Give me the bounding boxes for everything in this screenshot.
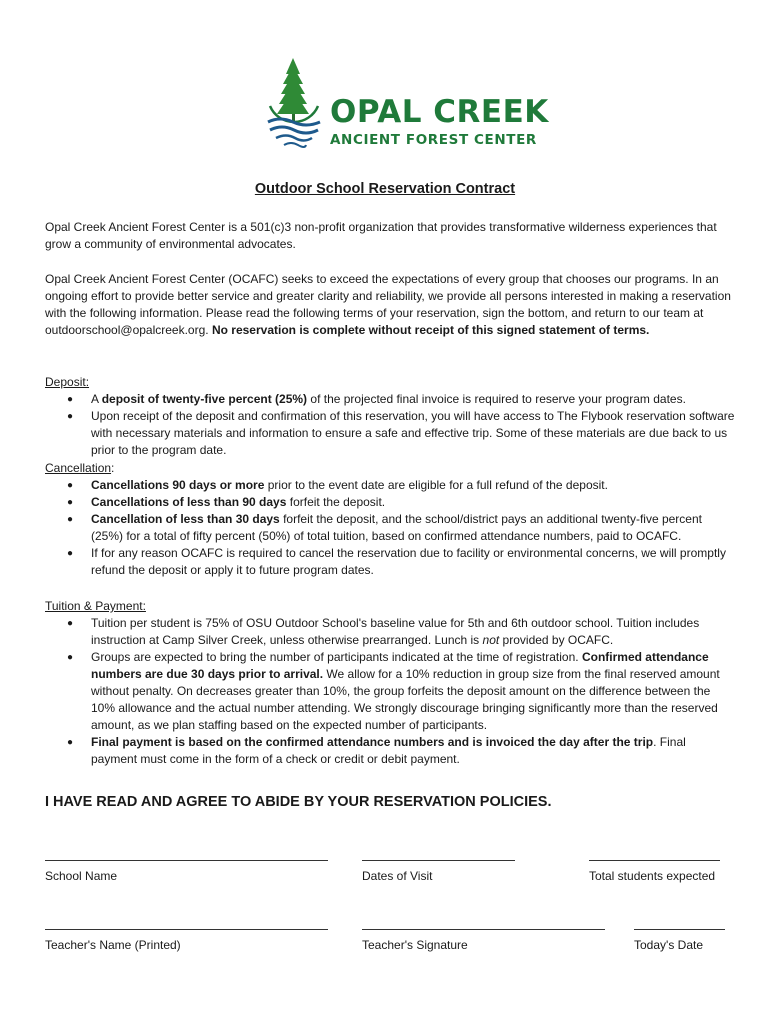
logo-tagline: ANCIENT FOREST CENTER (330, 132, 537, 148)
school-name-label: School Name (45, 869, 118, 883)
dates-of-visit-line[interactable] (362, 860, 515, 861)
deposit-b2: Upon receipt of the deposit and confirmation of this reservation, you will have access to The Flybook reservation software with necessary materials and information to ensure a safe and effective trip. Some of these materials are due back to us prior to the program date. (91, 409, 735, 457)
list-item (45, 408, 735, 459)
teacher-name-field[interactable] (45, 929, 328, 952)
tree-water-emblem-icon (262, 56, 328, 156)
intro-paragraph-2 (45, 271, 735, 339)
cancellation-b3-post: forfeit the deposit, and the school/district pays an additional twenty-five percent (25%) for a total of fifty percent (50%) of total tuition, based on confirmed attendance numbers, paid to OCAFC. (91, 512, 702, 543)
teacher-name-label: Teacher's Name (Printed) (45, 938, 181, 952)
list-item (45, 734, 735, 768)
teacher-signature-line[interactable] (362, 929, 605, 930)
deposit-heading: Deposit: (45, 375, 90, 389)
cancellation-section (45, 460, 735, 579)
intro-paragraph-2-bold: No reservation is complete without receipt of this signed statement of terms. (211, 323, 650, 337)
list-item (45, 545, 735, 579)
intro-paragraph-1: Opal Creek Ancient Forest Center is a 501(c)3 non-profit organization that provides transformative wilderness experiences that grow a community of environmental advocates. (45, 220, 717, 251)
cancellation-b4: If for any reason OCAFC is required to cancel the reservation due to facility or environmental concerns, we will promptly refund the deposit or apply it to future program dates. (91, 546, 726, 577)
tuition-b1-post: provided by OCAFC. (499, 633, 614, 647)
deposit-b1-post: of the projected final invoice is required to reserve your program dates. (307, 392, 686, 406)
list-item (45, 649, 735, 734)
teacher-signature-label: Teacher's Signature (362, 938, 468, 952)
logo-wordmark: OPAL CREEK (330, 94, 549, 130)
cancellation-b2-bold: Cancellations of less than 90 days (91, 495, 287, 509)
school-name-field[interactable] (45, 860, 328, 883)
agreement-statement: I HAVE READ AND AGREE TO ABIDE BY YOUR RESERVATION POLICIES. (45, 794, 552, 810)
intro-paragraph-2-text: Opal Creek Ancient Forest Center (OCAFC) seeks to exceed the expectations of every group that chooses our programs. In an ongoing effort to provide better service and greater clarity and reliability, we provide all persons interested in making a reservation with the following information. Please read the following terms of your reservation, sign the bottom, and return to our team at outdoorschool@opalcreek.org. (45, 272, 731, 337)
tuition-b1-pre: Tuition per student is 75% of OSU Outdoor School's baseline value for 5th and 6th outdoor school. Tuition includes instruction at Camp Silver Creek, unless otherwise prearranged. Lunch is (91, 616, 700, 647)
todays-date-label: Today's Date (634, 938, 703, 952)
tuition-section (45, 598, 735, 768)
tuition-b3-bold: Final payment is based on the confirmed attendance numbers and is invoiced the day after the trip (91, 735, 654, 749)
total-students-line[interactable] (589, 860, 720, 861)
list-item (45, 477, 735, 494)
tuition-b2-bold: Confirmed attendance numbers are due 30 days prior to arrival. (91, 650, 709, 681)
dates-of-visit-field[interactable] (362, 860, 515, 883)
cancellation-colon: : (111, 461, 115, 475)
cancellation-b2-post: forfeit the deposit. (286, 495, 386, 509)
list-item (45, 391, 735, 408)
school-name-line[interactable] (45, 860, 328, 861)
tuition-b2-post: We allow for a 10% reduction in group size from the final reserved amount without penalty. On decreases greater than 10%, the group forfeits the deposit amount on the difference between the 10% allowance and the actual number attending. We strongly discourage bringing significantly more than the reserved amount, as we plan staffing based on the expected number of participants. (91, 667, 720, 732)
total-students-label: Total students expected (589, 869, 716, 883)
tuition-b3-post: . Final payment must come in the form of a check or credit or debit payment. (91, 735, 686, 766)
cancellation-b1-post: prior to the event date are eligible for a full refund of the deposit. (264, 478, 608, 492)
teacher-name-line[interactable] (45, 929, 328, 930)
cancellation-b1-bold: Cancellations 90 days or more (91, 478, 265, 492)
todays-date-line[interactable] (634, 929, 725, 930)
tuition-b2-pre: Groups are expected to bring the number of participants indicated at the time of registration. (91, 650, 582, 664)
document-title: Outdoor School Reservation Contract (254, 181, 516, 197)
dates-of-visit-label: Dates of Visit (362, 869, 433, 883)
opal-creek-logo (262, 56, 549, 156)
deposit-section (45, 374, 735, 459)
list-item (45, 494, 735, 511)
cancellation-b3-bold: Cancellation of less than 30 days (91, 512, 280, 526)
todays-date-field[interactable] (634, 929, 725, 952)
deposit-b1-pre: A (91, 392, 102, 406)
tuition-b1-em: not (482, 633, 500, 647)
tuition-heading: Tuition & Payment: (45, 599, 146, 613)
cancellation-heading: Cancellation (45, 461, 112, 475)
list-item (45, 615, 735, 649)
total-students-field[interactable] (589, 860, 720, 883)
teacher-signature-field[interactable] (362, 929, 605, 952)
list-item (45, 511, 735, 545)
deposit-b1-bold: deposit of twenty-five percent (25%) (101, 392, 308, 406)
